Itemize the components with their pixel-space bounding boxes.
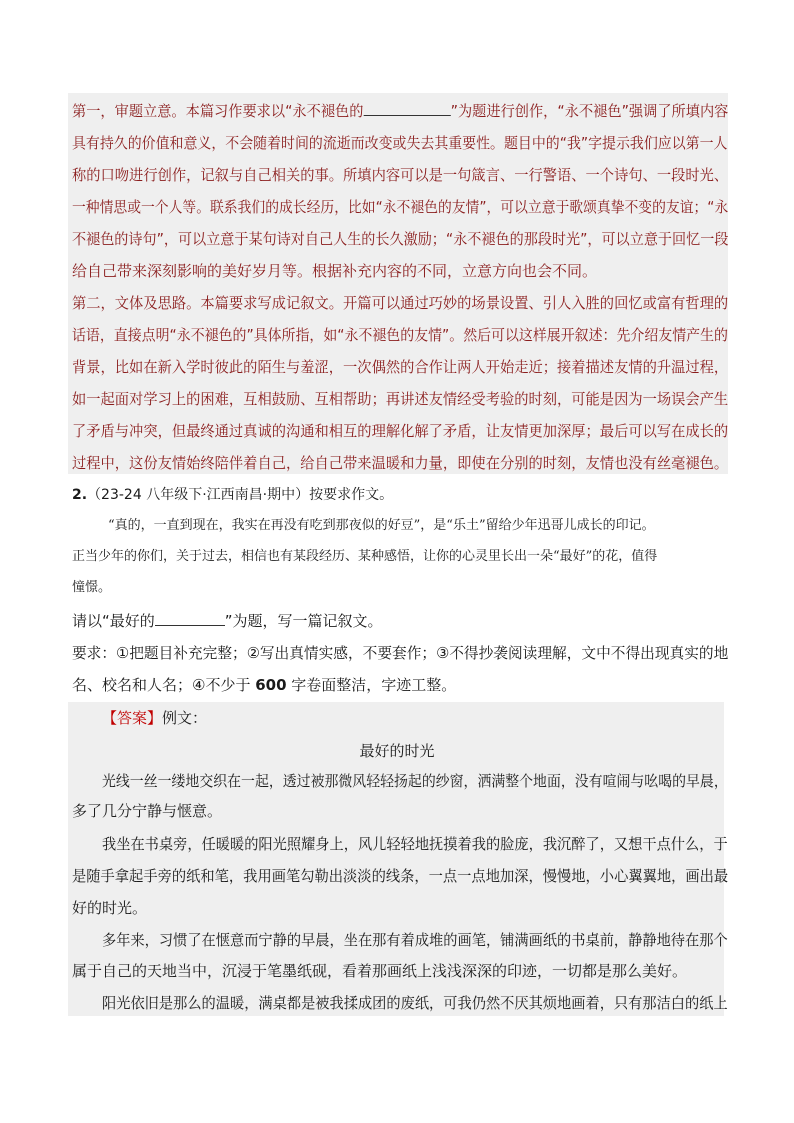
fill-blank bbox=[155, 611, 225, 626]
quote-line: 憧憬。 bbox=[72, 580, 112, 595]
analysis-text: ”为题进行创作，“永不褪色”强调了所填内容 bbox=[450, 102, 729, 120]
quote-line: “真的，一直到现在，我实在再没有吃到那夜似的好豆”，是“乐土”留给少年迅哥儿成长的印记。 bbox=[108, 518, 655, 533]
analysis-line: 过程中，这份友情始终陪伴着自己，给自己带来温暖和力量，即使在分别的时刻，友情也没有丝毫褪色。 bbox=[72, 454, 729, 472]
answer-tag: 【答案】 bbox=[102, 709, 163, 727]
question-source: （23-24 八年级下·江西南昌·期中） bbox=[87, 487, 310, 503]
essay-line: 光线一丝一缕地交织在一起，透过被那微风轻轻扬起的纱窗，洒满整个地面，没有喧闹与吆喝的早晨， bbox=[102, 772, 728, 790]
essay-line: 多年来，习惯了在惬意而宁静的早晨，坐在那有着成堆的画笔，铺满画纸的书桌前，静静地待在那个 bbox=[102, 931, 728, 949]
analysis-line: 不褪色的诗句”，可以立意于某句诗对自己人生的长久激励；“永不褪色的那段时光”，可以立意于回忆一段 bbox=[72, 230, 729, 248]
essay-line: 好的时光。 bbox=[72, 899, 148, 917]
quote-line: 正当少年的你们，关于过去，相信也有某段经历、某种感悟，让你的心灵里长出一朵“最好”的花，值得 bbox=[72, 549, 658, 564]
task-text: ”为题，写一篇记叙文。 bbox=[224, 612, 383, 630]
analysis-line: 了矛盾与冲突，但最终通过真诚的沟通和相互的理解化解了矛盾，让友情更加深厚；最后可以写在成长的 bbox=[72, 422, 729, 440]
requirement-text: 字卷面整洁，字迹工整。 bbox=[286, 676, 457, 694]
answer-label: 例文： bbox=[162, 709, 208, 727]
analysis-line: 话语，直接点明“永不褪色的”具体所指，如“永不褪色的友情”。然后可以这样展开叙述：先介绍友情产生的 bbox=[72, 326, 728, 344]
essay-title: 最好的时光 bbox=[359, 742, 435, 760]
analysis-line: 一种情思或一个人等。联系我们的成长经历，比如“永不褪色的友情”，可以立意于歌颂真挚不变的友谊；“永 bbox=[72, 198, 729, 216]
requirement-line bbox=[72, 675, 456, 695]
essay-line: 阳光依旧是那么的温暖，满桌都是被我揉成团的废纸，可我仍然不厌其烦地画着，只有那洁白的纸上 bbox=[102, 994, 728, 1012]
analysis-line: 第二，文体及思路。本篇要求写成记叙文。开篇可以通过巧妙的场景设置、引人入胜的回忆或富有哲理的 bbox=[72, 294, 729, 312]
answer-header bbox=[102, 708, 207, 728]
fill-blank bbox=[363, 101, 450, 116]
essay-line: 是随手拿起手旁的纸和笔，我用画笔勾勒出淡淡的线条，一点一点地加深，慢慢地，小心翼翼地，画出最 bbox=[72, 867, 729, 885]
requirement-text: 名、校名和人名；④不少于 bbox=[72, 676, 256, 694]
analysis-line: 如一起面对学习上的困难，互相鼓励、互相帮助；再讲述友情经受考验的时刻，可能是因为一场误会产生 bbox=[72, 390, 729, 408]
analysis-line: 给自己带来深刻影响的美好岁月等。根据补充内容的不同，立意方向也会不同。 bbox=[72, 262, 598, 280]
analysis-line: 称的口吻进行创作，记叙与自己相关的事。所填内容可以是一句箴言、一行警语、一个诗句、一段时光、 bbox=[72, 166, 729, 184]
analysis-line: 具有持久的价值和意义，不会随着时间的流逝而改变或失去其重要性。题目中的“我”字提示我们应以第一人 bbox=[72, 134, 728, 152]
analysis-line bbox=[72, 101, 728, 121]
requirement-line: 要求：①把题目补充完整；②写出真情实感，不要套作；③不得抄袭阅读理解，文中不得出现真实的地 bbox=[72, 644, 729, 662]
analysis-line: 背景，比如在新入学时彼此的陌生与羞涩，一次偶然的合作让两人开始走近；接着描述友情的升温过程， bbox=[72, 358, 729, 376]
question-number: 2. bbox=[72, 487, 88, 503]
analysis-text: 第一，审题立意。本篇习作要求以“永不褪色的 bbox=[72, 102, 364, 120]
word-count: 600 bbox=[255, 676, 287, 694]
question-prompt: 按要求作文。 bbox=[309, 487, 394, 503]
question-header bbox=[72, 485, 393, 505]
essay-line: 多了几分宁静与惬意。 bbox=[72, 802, 223, 820]
essay-line: 我坐在书桌旁，任暖暖的阳光照耀身上，风儿轻轻地抚摸着我的脸庞，我沉醉了，又想干点什么，于 bbox=[102, 835, 728, 853]
task-line bbox=[72, 611, 383, 631]
essay-line: 属于自己的天地当中，沉浸于笔墨纸砚，看着那画纸上浅浅深深的印迹，一切都是那么美好。 bbox=[72, 962, 688, 980]
task-text: 请以“最好的 bbox=[72, 612, 155, 630]
